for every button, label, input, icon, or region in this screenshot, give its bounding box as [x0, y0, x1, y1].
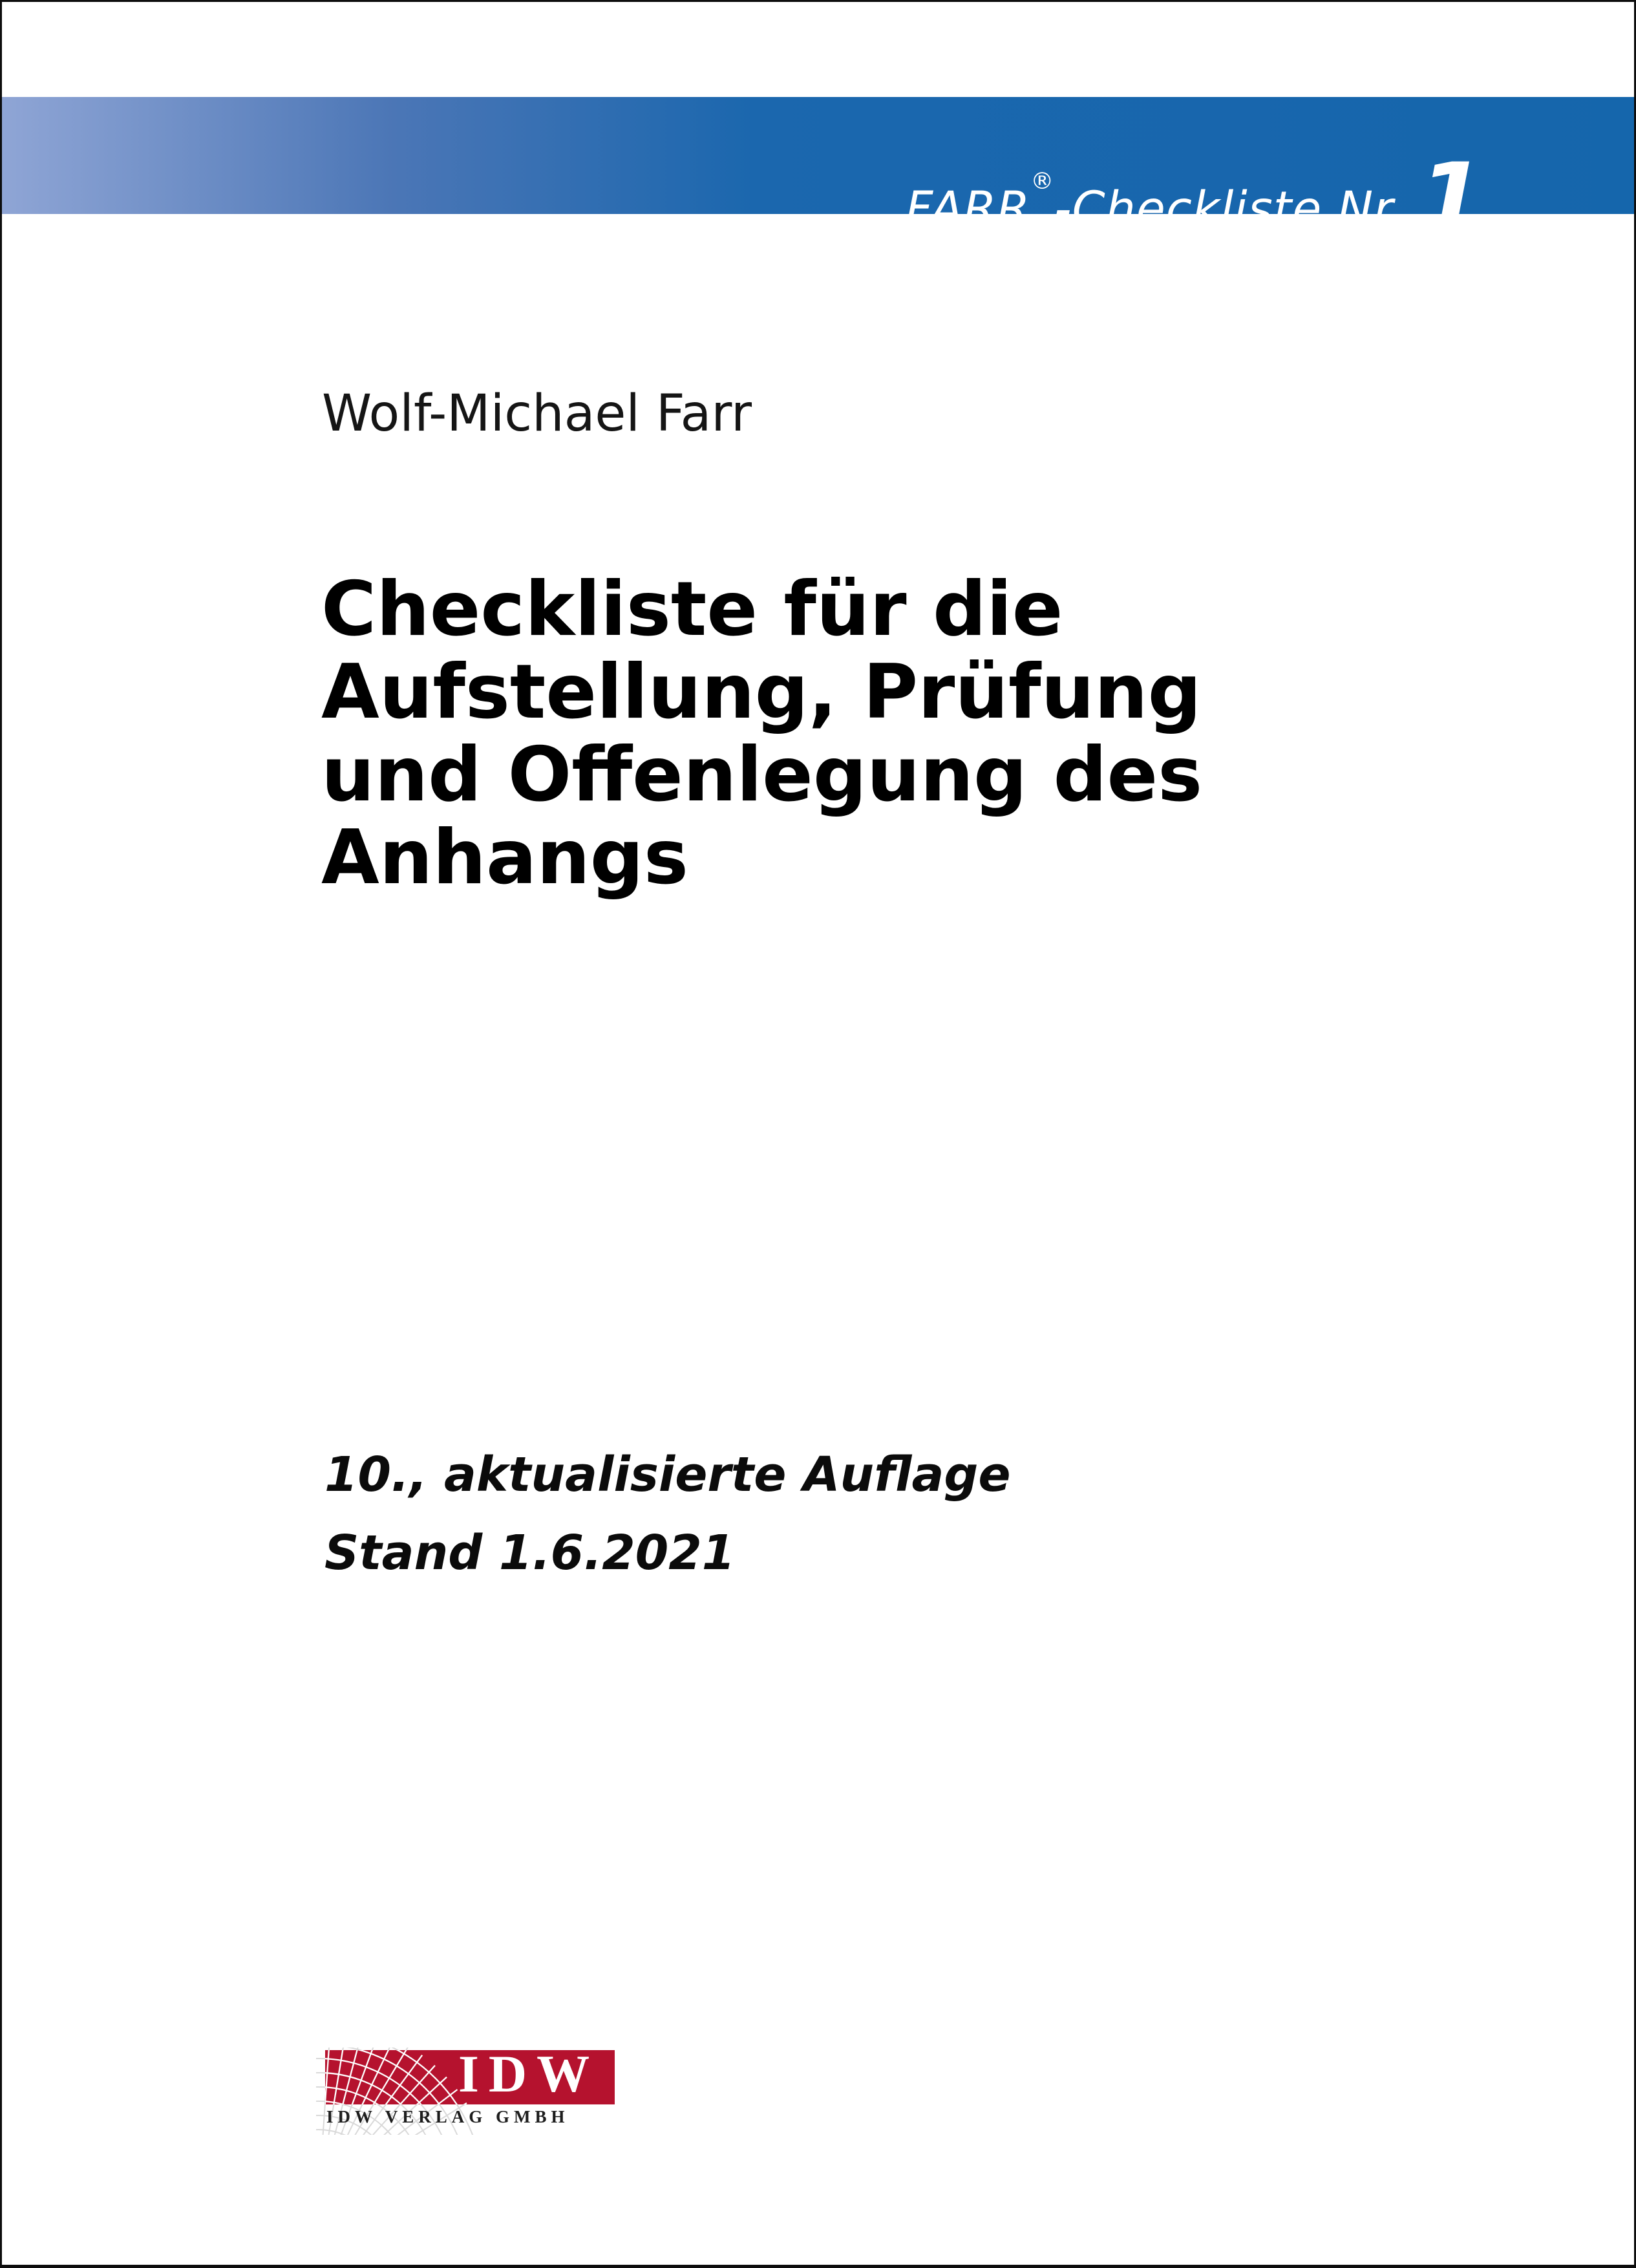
title-line-3: und Offenlegung des — [321, 731, 1203, 818]
page-title — [321, 568, 1202, 899]
title-line-4: Anhangs — [321, 814, 688, 901]
series-label — [906, 143, 1485, 255]
publisher-name: IDW VERLAG GMBH — [326, 2107, 569, 2126]
author-name: Wolf-Michael Farr — [322, 385, 752, 443]
registered-trademark-mark: ® — [1030, 168, 1055, 195]
logo-wordmark: IDW — [458, 2048, 600, 2103]
title-line-2: Aufstellung, Prüfung — [321, 648, 1202, 736]
series-prefix — [906, 168, 1405, 237]
edition-info — [324, 1436, 1011, 1592]
header-band — [2, 97, 1634, 255]
series-suffix-text: -Checkliste Nr. — [1054, 182, 1405, 237]
edition-line: 10., aktualisierte Auflage — [324, 1447, 1011, 1503]
title-line-1: Checkliste für die — [321, 566, 1063, 653]
issue-number: 1 — [1418, 143, 1485, 255]
edition-date-line: Stand 1.6.2021 — [324, 1525, 736, 1581]
series-prefix-text: FARR — [906, 182, 1031, 237]
